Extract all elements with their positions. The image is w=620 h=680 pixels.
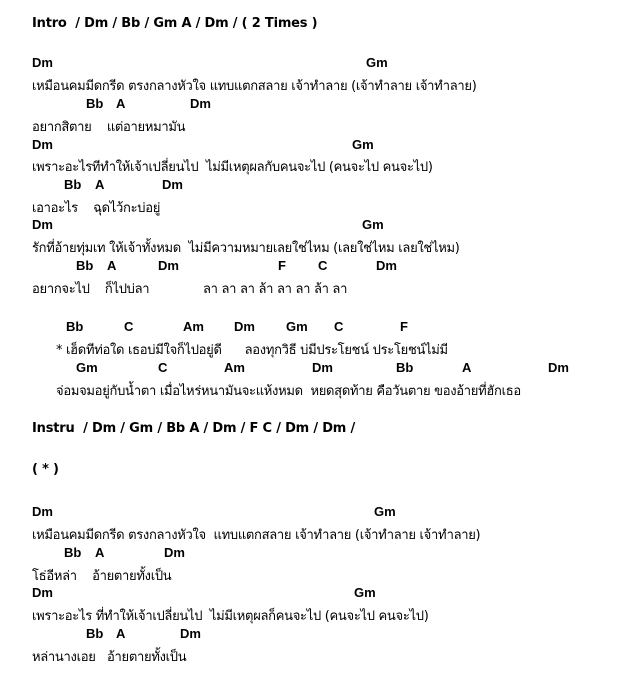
lyric-line: อยากสิตาย แต่อายหมามัน <box>32 120 186 135</box>
chord-label: Dm <box>312 360 333 375</box>
chord-label: Bb <box>396 360 414 375</box>
chord-label: Dm <box>32 585 53 600</box>
lyric-line: จ่อมจมอยู่กับน้ำตา เมื่อไหร่หนามันจะแห้งหมด หยดสุดท้าย คือวันตาย ของอ้ายที่ฮักเธอ <box>56 384 521 399</box>
chord-label: Dm <box>180 626 201 641</box>
chord-label: C <box>318 258 328 273</box>
instru-line: Instru / Dm / Gm / Bb A / Dm / F C / Dm / Dm / <box>32 421 356 436</box>
chord-label: F <box>278 258 286 273</box>
chord-label: Bb <box>64 545 82 560</box>
chord-label: Am <box>224 360 245 375</box>
chord-label: Gm <box>366 55 388 70</box>
intro-line: Intro / Dm / Bb / Gm A / Dm / ( 2 Times ) <box>32 16 318 31</box>
lyric-line: เหมือนคมมีดกรีด ตรงกลางหัวใจ แทบแตกสลาย เจ้าทำลาย (เจ้าทำลาย เจ้าทำลาย) <box>32 528 481 543</box>
chord-label: Bb <box>66 319 84 334</box>
chord-label: C <box>124 319 134 334</box>
chord-label: Dm <box>32 55 53 70</box>
lyric-line: รักที่อ้ายทุ่มเท ให้เจ้าทั้งหมด ไม่มีความหมายเลยใช่ไหม (เลยใช่ไหม เลยใช่ไหม) <box>32 241 460 256</box>
chord-label: Bb <box>76 258 94 273</box>
chord-label: C <box>158 360 168 375</box>
chord-label: A <box>95 545 105 560</box>
chord-label: Dm <box>164 545 185 560</box>
chord-label: Dm <box>548 360 569 375</box>
lyric-line: เหมือนคมมีดกรีด ตรงกลางหัวใจ แทบแตกสลาย เจ้าทำลาย (เจ้าทำลาย เจ้าทำลาย) <box>32 79 477 94</box>
chord-label: Gm <box>362 217 384 232</box>
lyric-line: หล่านางเอย อ้ายตายทั้งเป็น <box>32 650 187 665</box>
lyric-line: * เฮ็ดทีท่อใด เธอบ่มีใจก็ไปอยู่ดี ลองทุกวิธี บ่มีประโยชน์ ประโยชน์ไม่มี <box>56 343 448 358</box>
chord-label: Dm <box>32 137 53 152</box>
chord-label: Am <box>183 319 204 334</box>
lyric-line: เพราะอะไร ที่ทำให้เจ้าเปลี่ยนไป ไม่มีเหตุผลก็คนจะไป (คนจะไป คนจะไป) <box>32 609 429 624</box>
chord-label: F <box>400 319 408 334</box>
chord-label: Gm <box>286 319 308 334</box>
chord-label: Gm <box>374 504 396 519</box>
chord-label: Dm <box>376 258 397 273</box>
chord-label: Gm <box>352 137 374 152</box>
chord-label: Bb <box>64 177 82 192</box>
chord-label: A <box>462 360 472 375</box>
chord-label: Dm <box>234 319 255 334</box>
chord-label: Gm <box>76 360 98 375</box>
chord-label: A <box>116 96 126 111</box>
lyric-line: อยากจะไป ก็ไปบ่ลา ลา ลา ลา ล้า ลา ลา ล้า ลา <box>32 282 348 297</box>
lyric-line: เอาอะไร ฉุดไว้กะบ่อยู่ <box>32 201 161 216</box>
lyric-line: โธ่อีหล่า อ้ายตายทั้งเป็น <box>32 569 172 584</box>
chord-label: Bb <box>86 626 104 641</box>
chord-label: Bb <box>86 96 104 111</box>
chord-label: C <box>334 319 344 334</box>
chord-label: A <box>107 258 117 273</box>
repeat-mark: ( * ) <box>32 462 59 477</box>
chord-label: Dm <box>190 96 211 111</box>
chord-label: Dm <box>162 177 183 192</box>
chord-label: Dm <box>32 217 53 232</box>
chord-label: Dm <box>32 504 53 519</box>
lyric-line: เพราะอะไรทีทำให้เจ้าเปลี่ยนไป ไม่มีเหตุผลกับคนจะไป (คนจะไป คนจะไป) <box>32 160 433 175</box>
chord-label: A <box>95 177 105 192</box>
chord-label: A <box>116 626 126 641</box>
chord-label: Gm <box>354 585 376 600</box>
chord-label: Dm <box>158 258 179 273</box>
